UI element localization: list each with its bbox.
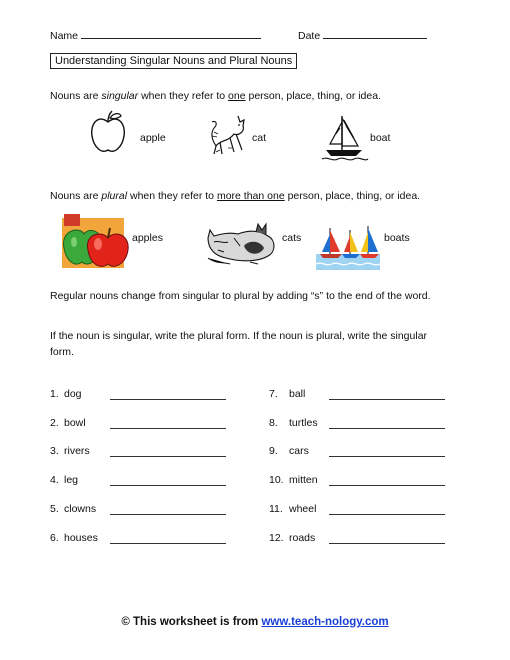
answer-blank[interactable] — [110, 533, 226, 544]
exercise-number: 11. — [269, 502, 283, 515]
plural-term: plural — [101, 190, 128, 202]
answer-blank[interactable] — [110, 504, 226, 515]
plural-def-post: person, place, thing, or idea. — [284, 190, 421, 202]
answer-blank[interactable] — [329, 389, 445, 400]
exercise-number: 2. — [50, 416, 59, 429]
singular-def-pre: Nouns are — [50, 90, 102, 102]
exercise-number: 1. — [50, 388, 59, 400]
singular-def-underlined: one — [228, 90, 246, 102]
boats-label: boats — [384, 232, 410, 244]
sailboat-icon — [322, 114, 368, 162]
cats-icon — [204, 218, 278, 266]
answer-blank[interactable] — [110, 418, 226, 429]
footer-text: © This worksheet is from — [121, 616, 262, 628]
singular-term: singular — [101, 90, 139, 102]
name-label: Name — [50, 30, 79, 42]
cat-icon — [208, 112, 250, 158]
exercise-number: 7. — [269, 388, 278, 400]
name-blank[interactable] — [81, 38, 261, 39]
plural-def-mid: when they refer to — [127, 190, 217, 202]
name-field — [50, 30, 261, 42]
instructions-line-2: form. — [50, 346, 74, 358]
date-label: Date — [298, 30, 321, 42]
rule-text: Regular nouns change from singular to plural by adding “s” to the end of the word. — [50, 290, 431, 302]
exercise-word: wheel — [289, 502, 317, 515]
cats-label: cats — [282, 232, 302, 244]
singular-definition — [50, 90, 381, 102]
exercise-word: rivers — [64, 445, 90, 458]
exercise-word: bowl — [64, 416, 86, 429]
exercise-number: 6. — [50, 531, 59, 544]
date-blank[interactable] — [323, 38, 427, 39]
apple-icon — [88, 110, 128, 156]
apples-icon — [62, 214, 130, 270]
singular-def-post: person, place, thing, or idea. — [245, 90, 381, 102]
exercise-number: 9. — [269, 445, 278, 458]
exercise-number: 8. — [269, 416, 278, 429]
exercise-word: cars — [289, 445, 309, 458]
footer-link[interactable]: www.teach-nology.com — [261, 616, 389, 628]
exercise-number: 4. — [50, 474, 59, 487]
date-field — [298, 30, 427, 42]
plural-def-underlined: more than one — [216, 190, 285, 202]
cat-label: cat — [252, 132, 267, 144]
apple-label: apple — [140, 132, 166, 144]
exercise-word: clowns — [64, 502, 97, 515]
boat-label: boat — [370, 132, 391, 144]
exercise-number: 5. — [50, 502, 59, 515]
footer — [121, 616, 388, 628]
answer-blank[interactable] — [329, 533, 445, 544]
apples-label: apples — [132, 232, 163, 244]
answer-blank[interactable] — [329, 446, 445, 457]
exercise-word: ball — [289, 388, 306, 400]
exercise-word: turtles — [289, 416, 318, 429]
plural-def-pre: Nouns are — [50, 190, 102, 202]
exercise-word: leg — [64, 474, 79, 487]
exercise-word: mitten — [289, 474, 318, 487]
answer-blank[interactable] — [110, 446, 226, 457]
answer-blank[interactable] — [110, 475, 226, 486]
exercise-number: 12. — [269, 531, 284, 544]
answer-blank[interactable] — [329, 475, 445, 486]
singular-def-mid: when they refer to — [138, 90, 229, 102]
exercise-number: 3. — [50, 445, 59, 458]
exercise-word: dog — [64, 388, 82, 400]
worksheet-title: Understanding Singular Nouns and Plural Nouns — [50, 53, 297, 69]
exercise-word: houses — [64, 531, 98, 544]
instructions-line-1: If the noun is singular, write the plural form. If the noun is plural, write the singular — [50, 330, 428, 342]
answer-blank[interactable] — [329, 418, 445, 429]
plural-definition — [50, 190, 420, 202]
sailboats-icon — [316, 224, 380, 270]
exercise-number: 10. — [269, 474, 284, 487]
exercise-word: roads — [289, 531, 316, 544]
answer-blank[interactable] — [110, 389, 226, 400]
answer-blank[interactable] — [329, 504, 445, 515]
